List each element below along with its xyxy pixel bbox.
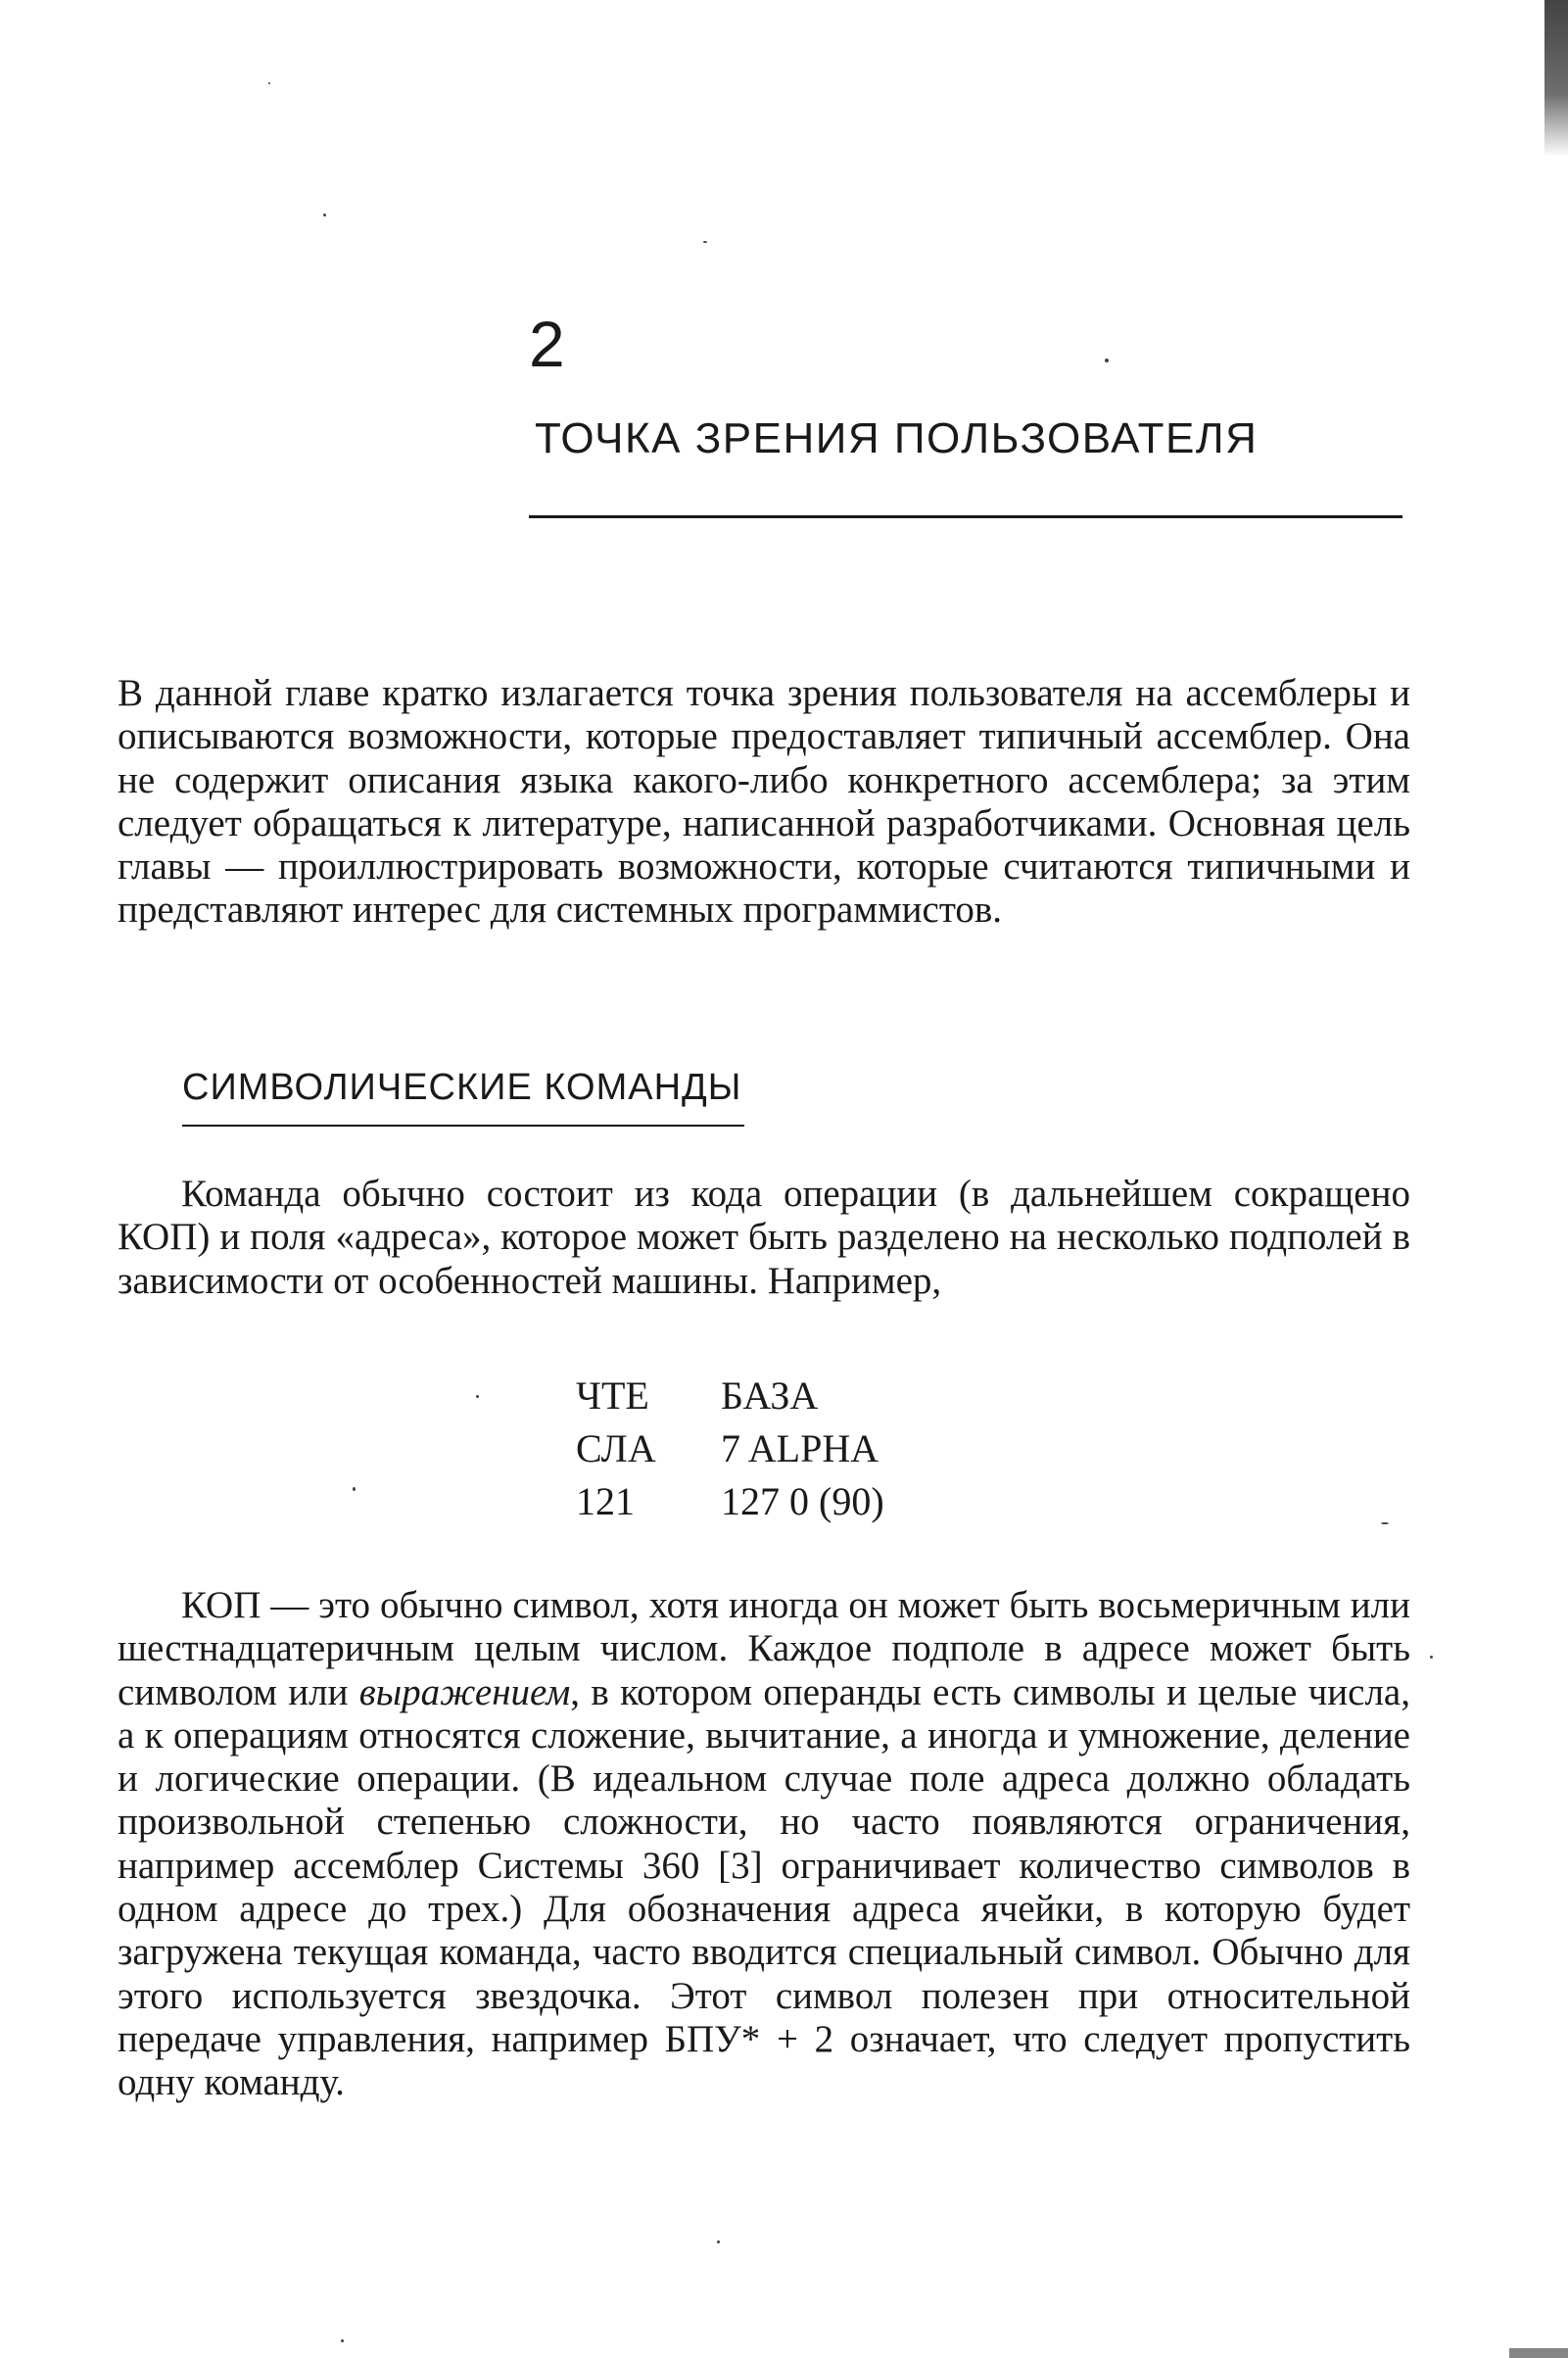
scan-speck	[341, 2339, 344, 2342]
section-heading-rule	[182, 1125, 744, 1127]
chapter-number: 2	[529, 308, 565, 380]
example-opcode: 121	[576, 1479, 635, 1523]
paragraph-2-text-end: , в котором операнды есть символы и целые числа, а к операциям относятся сложение, вычитание, а иногда и умножение, деление и логические операции. (В идеальном случае поле адреса должно обладать произвольной степенью сложности, но часто появляются ограничения, например ассемблер Системы 360 [3] ограничивает количество символов в одном адресе до трех.) Для обозначения адреса ячейки, в которую будет загружена текущая команда, часто вводится специальный символ. Обычно для этого используется звездочка. Этот символ полезен при относительной передаче управления, например БПУ* + 2 означает, что следует пропустить одну команду.	[118, 1670, 1410, 2104]
scan-edge-mark-bottom	[1509, 2348, 1568, 2358]
scan-speck	[1105, 359, 1109, 362]
example-operand: 127 0 (90)	[721, 1479, 884, 1523]
scan-edge-mark	[1544, 0, 1568, 157]
chapter-title-rule	[529, 515, 1402, 518]
scan-speck	[323, 214, 326, 217]
scan-speck	[717, 2240, 720, 2243]
section-paragraph-1: Команда обычно состоит из кода операции (в дальнейшем сокращено КОП) и поля «адреса», которое может быть разделено на несколько подполей в зависимости от особенностей машины. Например,	[118, 1173, 1410, 1302]
section-heading: СИМВОЛИЧЕСКИЕ КОМАНДЫ	[182, 1067, 742, 1108]
paragraph-2-text-start: КОП — это обычно символ, хотя иногда он может быть восьмеричным или шестнадцатеричным целым числом. Каждое подполе в адресе может быть символом или	[118, 1584, 1410, 1713]
intro-paragraph: В данной главе кратко излагается точка зрения пользователя на ассемблеры и описываются возможности, которые предоставляет типичный ассемблер. Она не содержит описания языка какого-либо конкретного ассемблера; за этим следует обращаться к литературе, написанной разработчиками. Основная цель главы — проиллюстрировать возможности, которые считаются типичными и представляют интерес для системных программистов.	[118, 672, 1410, 932]
scan-speck	[1381, 1522, 1389, 1524]
example-row	[576, 1370, 884, 1422]
paragraph-2-emphasis: выражением	[358, 1670, 571, 1713]
scan-speck	[353, 1487, 356, 1491]
example-row	[576, 1475, 884, 1528]
instruction-examples	[576, 1370, 884, 1528]
scan-speck	[476, 1395, 479, 1398]
scan-speck	[268, 82, 270, 84]
chapter-title: ТОЧКА ЗРЕНИЯ ПОЛЬЗОВАТЕЛЯ	[535, 414, 1259, 462]
scan-speck	[1430, 1656, 1433, 1659]
section-paragraph-2	[118, 1584, 1410, 2105]
example-opcode: ЧТЕ	[576, 1373, 649, 1418]
example-operand: БАЗА	[721, 1373, 819, 1418]
example-row	[576, 1422, 884, 1475]
example-opcode: СЛА	[576, 1426, 656, 1470]
scan-speck	[703, 241, 707, 243]
example-operand: 7 ALPHA	[721, 1426, 879, 1470]
